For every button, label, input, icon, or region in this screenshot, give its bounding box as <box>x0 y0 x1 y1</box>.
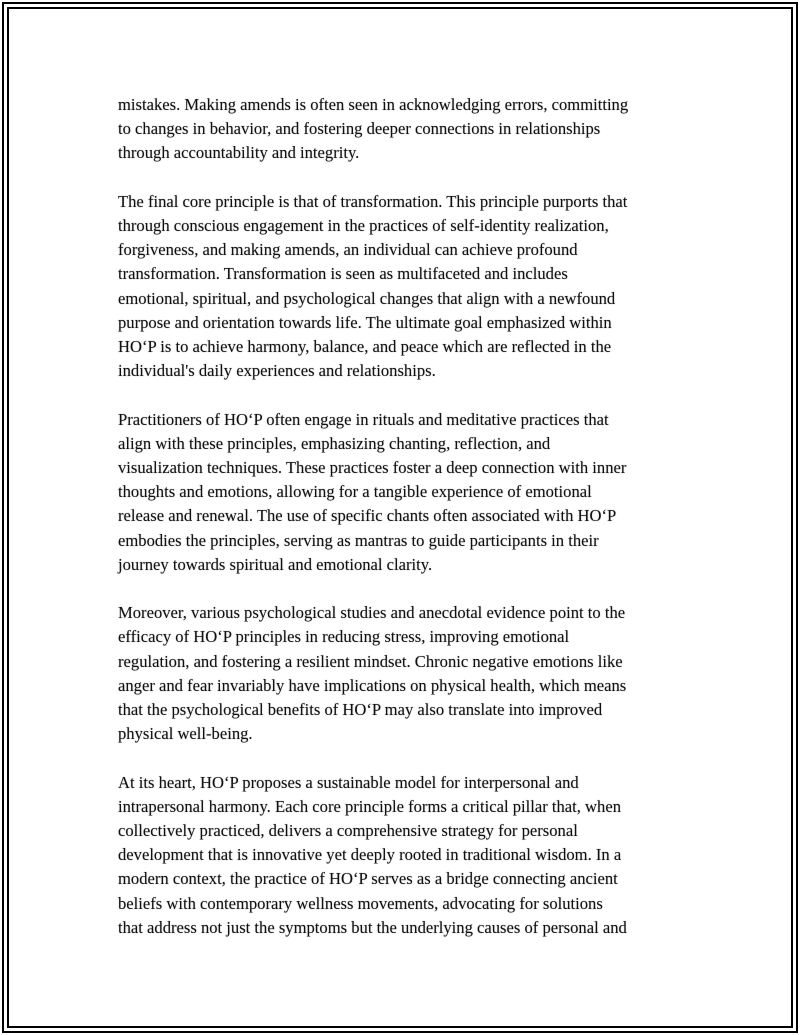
text-line: through conscious engagement in the practices of self-identity realization, <box>118 216 609 235</box>
text-line: that address not just the symptoms but the underlying causes of personal and <box>118 917 627 937</box>
text-line: visualization techniques. These practices foster a deep connection with inner <box>118 458 627 478</box>
text-line: transformation. Transformation is seen as multifaceted and includes <box>118 264 568 284</box>
text-line: intrapersonal harmony. Each core principle forms a critical pillar that, when <box>118 796 621 816</box>
text-line: physical well-being. <box>118 724 253 744</box>
text-line: through accountability and integrity. <box>118 143 360 163</box>
text-line: forgiveness, and making amends, an individual can achieve profound <box>118 240 578 260</box>
paragraph-practitioners <box>118 408 688 577</box>
text-line: The final core principle is that of transformation. This principle purports that <box>118 191 628 211</box>
text-line: journey towards spiritual and emotional clarity. <box>118 554 433 574</box>
text-line: align with these principles, emphasizing chanting, reflection, and <box>118 433 551 453</box>
text-line: to changes in behavior, and fostering deeper connections in relationships <box>118 119 601 139</box>
text-line: individual's daily experiences and relationships. <box>118 361 436 381</box>
text-line: beliefs with contemporary wellness movements, advocating for solutions <box>118 893 603 913</box>
paragraph-at-its-heart <box>118 771 688 940</box>
text-line: regulation, and fostering a resilient mindset. Chronic negative emotions like <box>118 651 623 671</box>
document-body <box>118 93 688 964</box>
text-line: that the psychological benefits of HO‘P may also translate into improved <box>118 700 603 720</box>
text-line: modern context, the practice of HO‘P serves as a bridge connecting ancient <box>118 869 618 889</box>
text-line: efficacy of HO‘P principles in reducing stress, improving emotional <box>118 627 570 647</box>
paragraph-making-amends <box>118 93 688 166</box>
paragraph-psychological-studies <box>118 601 688 746</box>
text-line: Practitioners of HO‘P often engage in rituals and meditative practices that <box>118 409 609 429</box>
text-line: thoughts and emotions, allowing for a tangible experience of emotional <box>118 482 592 502</box>
text-line: release and renewal. The use of specific chants often associated with HO‘P <box>118 506 617 526</box>
paragraph-transformation <box>118 190 688 384</box>
text-line: HO‘P is to achieve harmony, balance, and peace which are reflected in the <box>118 337 612 357</box>
text-line: embodies the principles, serving as mantras to guide participants in their <box>118 530 599 550</box>
text-line: At its heart, HO‘P proposes a sustainable model for interpersonal and <box>118 772 579 792</box>
text-line: anger and fear invariably have implications on physical health, which means <box>118 675 627 695</box>
text-line: mistakes. Making amends is often seen in acknowledging errors, committing <box>118 95 629 114</box>
text-line: collectively practiced, delivers a comprehensive strategy for personal <box>118 821 578 841</box>
text-line: purpose and orientation towards life. The ultimate goal emphasized within <box>118 312 612 332</box>
text-line: development that is innovative yet deeply rooted in traditional wisdom. In a <box>118 845 622 865</box>
text-line: Moreover, various psychological studies and anecdotal evidence point to the <box>118 603 626 623</box>
text-line: emotional, spiritual, and psychological changes that align with a newfound <box>118 288 616 308</box>
